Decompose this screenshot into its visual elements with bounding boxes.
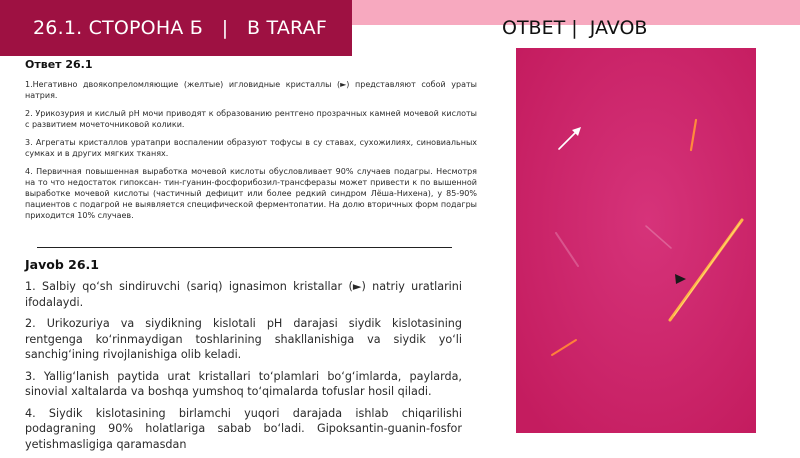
- russian-answer-block: [25, 58, 477, 228]
- uzbek-item-3: 3. Yallig‘lanish paytida urat kristallari to‘plamlari bo‘g‘imlarda, paylarda, sinovial xaltalarda va boshqa yumshoq to‘qimalarda tofuslar hosil qiladi.: [25, 369, 462, 398]
- slide-title: 26.1. СТОРОНА Б | B TARAF: [33, 17, 327, 39]
- uzbek-item-2: 2. Urikozuriya va siydikning kislotali pH darajasi siydik kislotasining rentgenga ko‘rinmaydigan toshlarining shakllanishiga va siydik yo‘li sanchig‘ining rivojlanishiga olib keladi.: [25, 317, 462, 361]
- russian-heading: Ответ 26.1: [25, 58, 93, 71]
- russian-item-4: 4. Первичная повышенная выработка мочевой кислоты обусловливает 90% случаев подагры. Несмотря на то что недостаток гипоксан- тин-гуанин-фосфорибозил-трансферазы может привести к по вышенной выработке мочевой кислоты (частичный дефицит или более редкий синдром Лёша-Нихена), у 85-90% пациентов с подагрой не выявляется специфической ферментопатии. На долю вторичных форм подагры приходится 10% случаев.: [25, 167, 477, 220]
- russian-item-1: 1.Негативно двоякопреломляющие (желтые) игловидные кристаллы (►) представляют собой ураты натрия.: [25, 80, 477, 100]
- answer-title: ОТВЕТ | JAVOB: [502, 17, 648, 39]
- uzbek-answer-block: [25, 257, 462, 458]
- microscopy-image: [516, 48, 756, 433]
- slide-title-box: [0, 0, 352, 56]
- uzbek-item-1: 1. Salbiy qo‘sh sindiruvchi (sariq) ignasimon kristallar (►) natriy uratlarini ifodalaydi.: [25, 280, 462, 309]
- uzbek-heading: Javob 26.1: [25, 257, 99, 272]
- russian-item-2: 2. Урикозурия и кислый pH мочи приводят к образованию рентгено прозрачных камней мочевой кислоты с развитием мочеточниковой колики.: [25, 109, 477, 129]
- image-background: [516, 48, 756, 433]
- russian-item-3: 3. Агрегаты кристаллов уратапри воспалении образуют тофусы в су ставах, сухожилиях, синовиальных сумках и в других мягких тканях.: [25, 138, 477, 158]
- section-divider: [37, 247, 452, 248]
- microscopy-image-svg: [516, 48, 756, 433]
- uzbek-item-4: 4. Siydik kislotasining birlamchi yuqori darajada ishlab chiqarilishi podagraning 90% holatlariga sabab bo‘ladi. Gipoksantin-guanin-fosfor yetishmasligiga qaramasdan: [25, 406, 462, 451]
